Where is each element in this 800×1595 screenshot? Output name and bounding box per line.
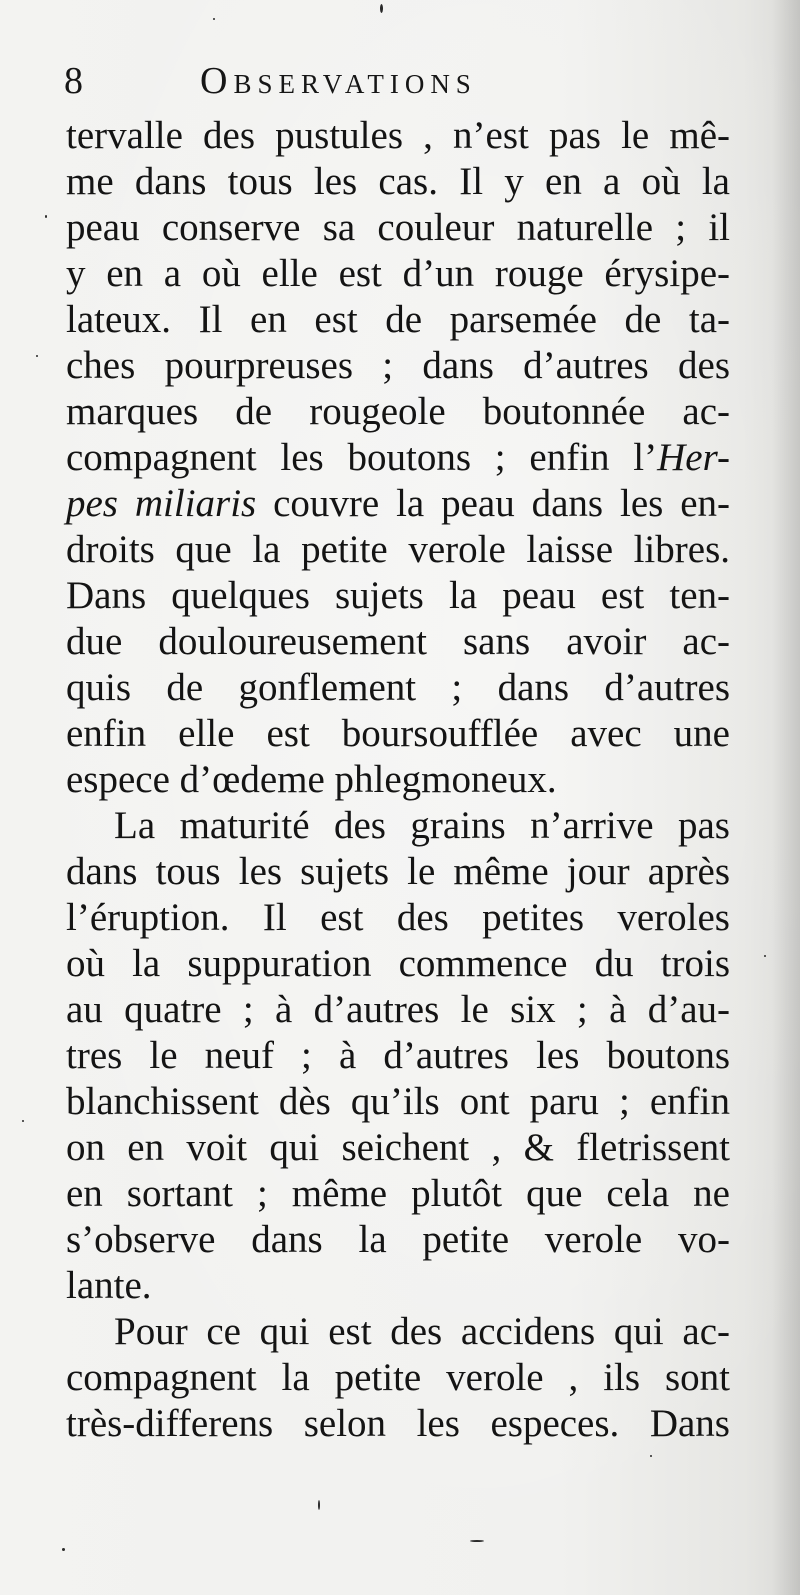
- text-line: lante.: [66, 1264, 152, 1307]
- italic-term: pes miliaris: [66, 482, 257, 525]
- text-segment: couvre la peau dans les en-: [256, 482, 730, 525]
- page-header: [62, 56, 742, 116]
- text-line: on en voit qui seichent , & fletrissent: [66, 1126, 730, 1169]
- text-line: en sortant ; même plutôt que cela ne: [66, 1172, 730, 1215]
- body-text: [66, 113, 730, 1447]
- text-line: l’éruption. Il est des petites veroles: [66, 896, 730, 939]
- text-line: due douloureusement sans avoir ac-: [66, 620, 730, 663]
- text-line: s’observe dans la petite verole vo-: [66, 1218, 730, 1261]
- text-line: ches pourpreuses ; dans d’autres des: [66, 344, 730, 387]
- text-line: y en a où elle est d’un rouge érysipe-: [66, 252, 730, 295]
- text-segment: compagnent les boutons ; enfin l’: [66, 436, 658, 479]
- text-line: Dans quelques sujets la peau est ten-: [66, 574, 730, 617]
- text-line: où la suppuration commence du trois: [66, 942, 730, 985]
- text-line: dans tous les sujets le même jour après: [66, 850, 730, 893]
- text-line: enfin elle est boursoufflée avec une: [66, 712, 730, 755]
- running-title: Observations: [200, 60, 477, 102]
- text-line: droits que la petite verole laisse libres.: [66, 528, 730, 571]
- text-line: au quatre ; à d’autres le six ; à d’au-: [66, 988, 730, 1031]
- text-line: tervalle des pustules , n’est pas le mê-: [66, 114, 730, 157]
- text-line: très-differens selon les especes. Dans: [66, 1402, 730, 1445]
- text-line: quis de gonflement ; dans d’autres: [66, 666, 730, 709]
- text-line: [66, 481, 730, 527]
- text-line: tres le neuf ; à d’autres les boutons: [66, 1034, 730, 1077]
- text-line: [66, 435, 730, 481]
- page-number: 8: [64, 60, 83, 102]
- italic-term: Her-: [657, 436, 730, 479]
- text-line: espece d’œdeme phlegmoneux.: [66, 758, 557, 801]
- page-edge-shadow: [772, 0, 800, 1595]
- text-line: lateux. Il en est de parsemée de ta-: [66, 298, 730, 341]
- text-line: La maturité des grains n’arrive pas: [114, 804, 730, 847]
- text-line: me dans tous les cas. Il y en a où la: [66, 160, 730, 203]
- text-line: Pour ce qui est des accidens qui ac-: [114, 1310, 730, 1353]
- text-line: compagnent la petite verole , ils sont: [66, 1356, 730, 1399]
- text-line: blanchissent dès qu’ils ont paru ; enfin: [66, 1080, 730, 1123]
- text-line: peau conserve sa couleur naturelle ; il: [66, 206, 730, 249]
- text-line: marques de rougeole boutonnée ac-: [66, 390, 730, 433]
